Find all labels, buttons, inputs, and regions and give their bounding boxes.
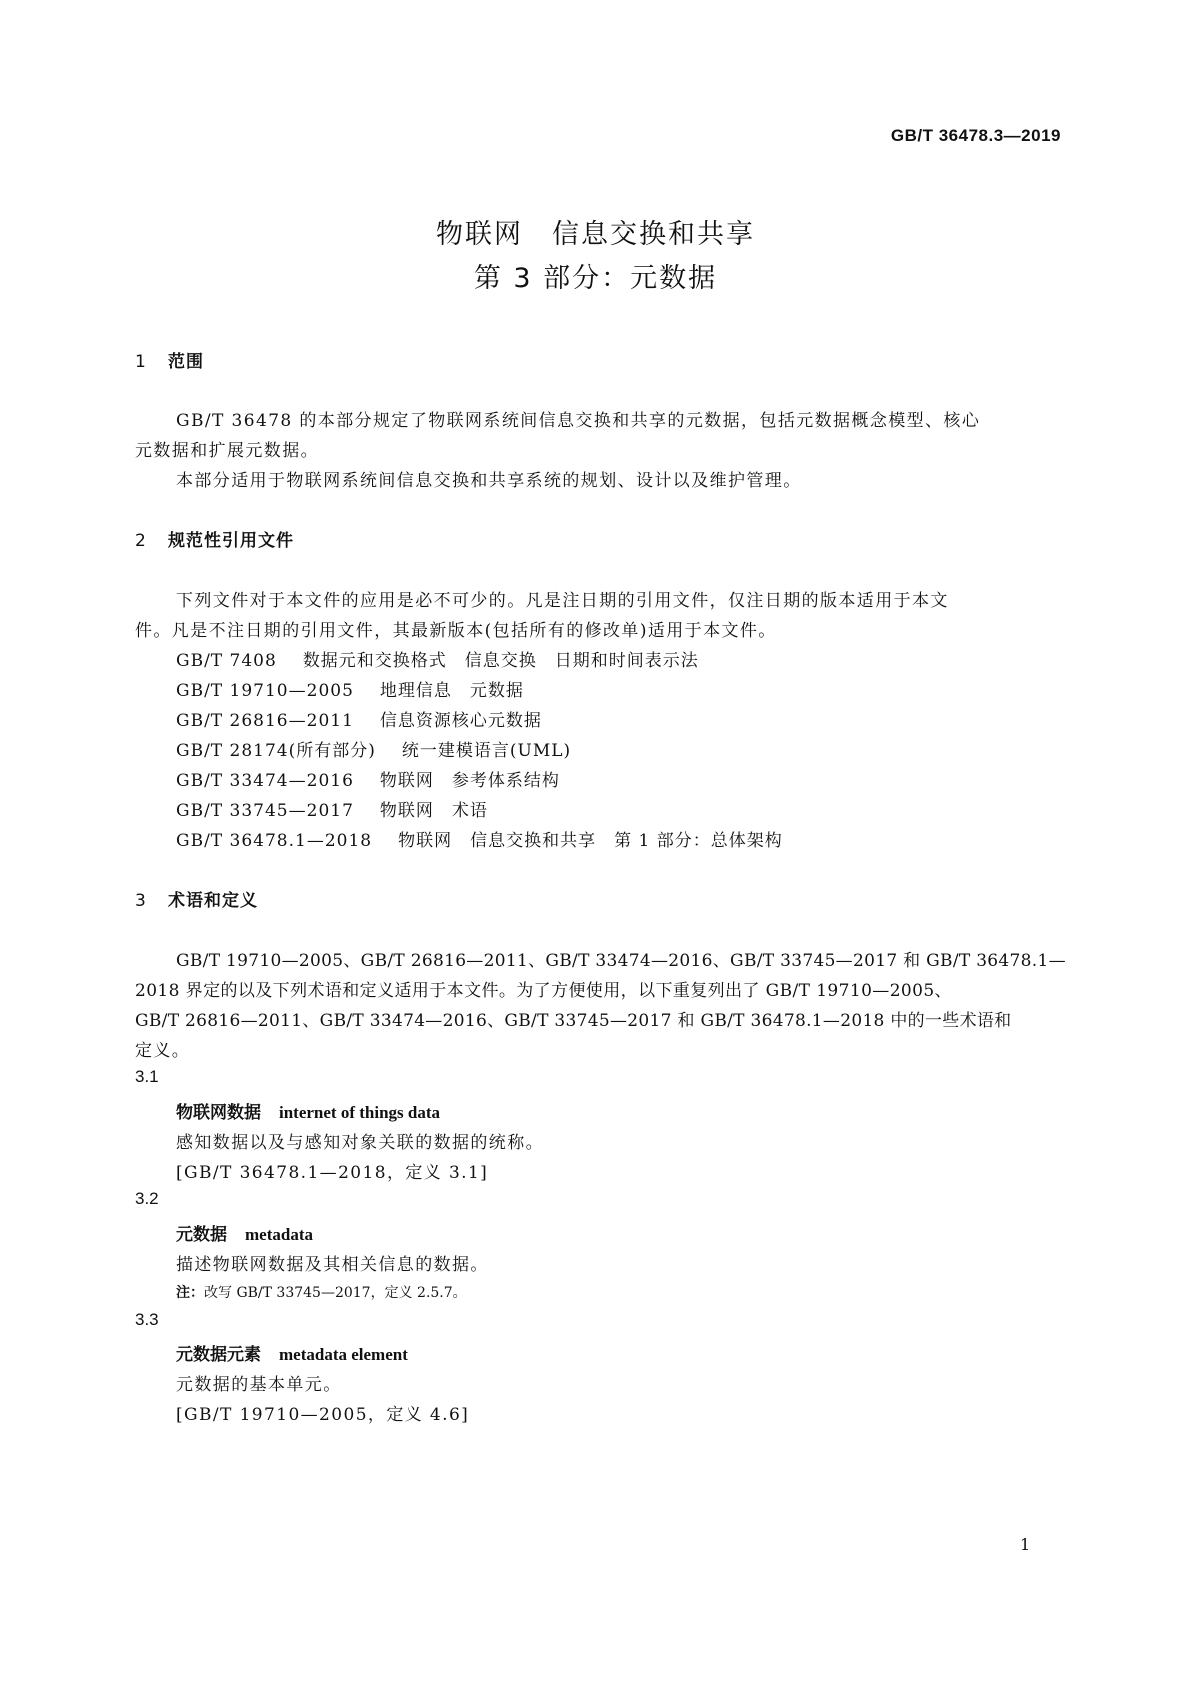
reference-code: GB/T 7408 <box>176 651 277 671</box>
reference-title: 地理信息 元数据 <box>379 681 524 701</box>
reference-code: GB/T 26816—2011 <box>176 711 354 731</box>
term-number: 3.3 <box>135 1310 159 1329</box>
paragraph-line: 定义。 <box>135 1041 191 1061</box>
reference-title: 数据元和交换格式 信息交换 日期和时间表示法 <box>302 651 699 671</box>
reference-code: GB/T 33474—2016 <box>176 771 354 791</box>
term-entry <box>176 1098 440 1123</box>
paragraph-line: GB/T 19710—2005、GB/T 26816—2011、GB/T 33474—2016、GB/T 33745—2017 和 GB/T 36478.1— <box>176 951 1066 971</box>
reference-item <box>176 826 783 851</box>
section-title: 规范性引用文件 <box>168 531 294 551</box>
section-number: 2 <box>135 531 147 551</box>
reference-title: 信息资源核心元数据 <box>379 711 542 731</box>
section-title: 术语和定义 <box>168 891 258 911</box>
term-number: 3.2 <box>135 1189 159 1208</box>
term-en: metadata <box>245 1225 313 1244</box>
reference-title: 物联网 信息交换和共享 第 1 部分：总体架构 <box>398 831 783 851</box>
term-entry <box>176 1340 408 1365</box>
reference-code: GB/T 33745—2017 <box>176 801 354 821</box>
term-definition: 感知数据以及与感知对象关联的数据的统称。 <box>176 1133 544 1153</box>
term-zh: 元数据 <box>176 1225 227 1245</box>
reference-code: GB/T 36478.1—2018 <box>176 831 373 851</box>
reference-title: 统一建模语言(UML) <box>401 741 572 761</box>
reference-item <box>176 646 699 671</box>
section-title: 范围 <box>168 352 204 372</box>
reference-code: GB/T 19710—2005 <box>176 681 354 701</box>
paragraph-line: 元数据和扩展元数据。 <box>135 441 319 461</box>
term-zh: 元数据元素 <box>176 1345 261 1365</box>
reference-item <box>176 706 542 731</box>
section-heading-terms-and-definitions <box>135 886 258 911</box>
note-label: 注： <box>176 1285 204 1301</box>
reference-title: 物联网 参考体系结构 <box>379 771 560 791</box>
section-heading-normative-references <box>135 526 294 551</box>
term-number: 3.1 <box>135 1067 159 1086</box>
term-note <box>176 1282 467 1302</box>
reference-item <box>176 766 560 791</box>
standard-code: GB/T 36478.3—2019 <box>890 126 1061 145</box>
doc-title-line1: 物联网 信息交换和共享 <box>436 219 755 250</box>
paragraph-line: 本部分适用于物联网系统间信息交换和共享系统的规划、设计以及维护管理。 <box>176 471 802 491</box>
reference-title: 物联网 术语 <box>379 801 488 821</box>
note-text: 改写 GB/T 33745—2017，定义 2.5.7。 <box>204 1285 467 1301</box>
term-source: [GB/T 19710—2005，定义 4.6] <box>176 1405 470 1425</box>
term-zh: 物联网数据 <box>176 1103 261 1123</box>
section-number: 3 <box>135 891 147 911</box>
doc-title-line2: 第 3 部分：元数据 <box>473 263 718 294</box>
paragraph-line: 件。凡是不注日期的引用文件，其最新版本(包括所有的修改单)适用于本文件。 <box>135 621 777 641</box>
term-source: [GB/T 36478.1—2018，定义 3.1] <box>176 1163 489 1183</box>
term-en: internet of things data <box>279 1103 441 1122</box>
term-definition: 元数据的基本单元。 <box>176 1375 342 1395</box>
term-definition: 描述物联网数据及其相关信息的数据。 <box>176 1255 489 1275</box>
section-number: 1 <box>135 352 147 372</box>
paragraph-line: 2018 界定的以及下列术语和定义适用于本文件。为了方便使用，以下重复列出了 GB/T 19710—2005、 <box>135 981 952 1001</box>
reference-item <box>176 676 524 701</box>
term-en: metadata element <box>279 1345 408 1364</box>
reference-code: GB/T 28174(所有部分) <box>176 741 376 761</box>
paragraph-line: GB/T 36478 的本部分规定了物联网系统间信息交换和共享的元数据，包括元数据概念模型、核心 <box>176 411 981 431</box>
reference-item <box>176 736 571 761</box>
term-entry <box>176 1220 313 1245</box>
paragraph-line: GB/T 26816—2011、GB/T 33474—2016、GB/T 33745—2017 和 GB/T 36478.1—2018 中的一些术语和 <box>135 1011 1012 1031</box>
reference-item <box>176 796 488 821</box>
section-heading-scope <box>135 347 204 372</box>
paragraph-line: 下列文件对于本文件的应用是必不可少的。凡是注日期的引用文件，仅注日期的版本适用于本文 <box>176 591 949 611</box>
page-number: 1 <box>1020 1535 1031 1554</box>
